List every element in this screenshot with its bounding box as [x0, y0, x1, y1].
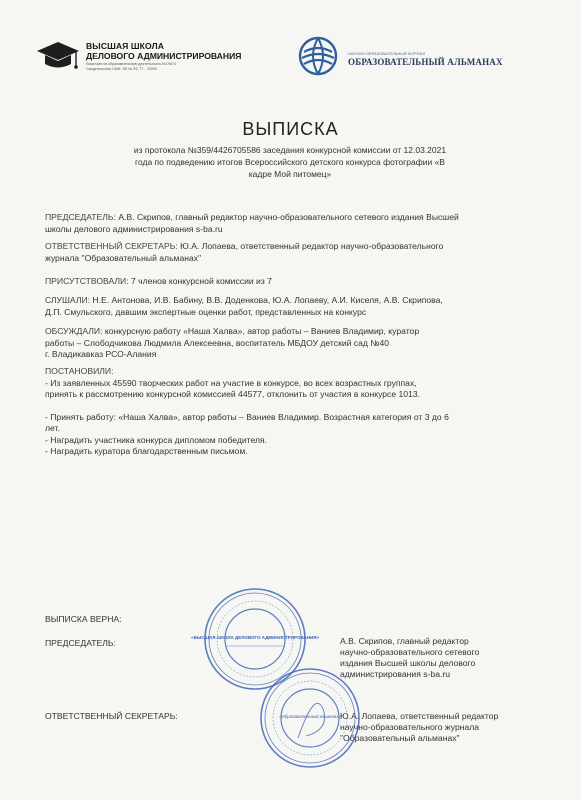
- subtitle-line: из протокола №359/4426705586 заседания конкурсной комиссии от 12.03.2021: [133, 145, 447, 155]
- heard-label: СЛУШАЛИ:: [45, 295, 91, 305]
- present-paragraph: [45, 276, 535, 288]
- heard-text: Н.Е. Антонова, И.В. Бабину, В.В. Доденкова, Ю.А. Лопаеву, А.И. Киселя, А.В. Скрипова,: [90, 295, 443, 305]
- almanac-logo: [298, 36, 528, 86]
- resolved-paragraph: [45, 366, 535, 458]
- resolved-item: лет.: [45, 423, 60, 433]
- doc-subtitle: [80, 144, 500, 180]
- secretary-text: Ю.А. Лопаева, ответственный редактор научно-образовательного: [177, 241, 444, 251]
- subtitle-line: кадре Мой питомец»: [248, 169, 332, 179]
- graduation-cap-icon: [36, 40, 80, 74]
- verified-label: ВЫПИСКА ВЕРНА:: [45, 614, 122, 624]
- logo-line1: ВЫСШАЯ ШКОЛА: [86, 41, 165, 51]
- chair-label: ПРЕДСЕДАТЕЛЬ:: [45, 212, 116, 222]
- certificate-text: Свидетельство СМИ: ЭЛ № ФС 77 - 70095: [86, 67, 157, 71]
- footer-chair-line: научно-образовательного сетевого: [340, 647, 480, 657]
- resolved-item: - Наградить участника конкурса дипломом победителя.: [45, 434, 268, 445]
- footer-secretary-text: [340, 711, 498, 744]
- resolved-item: принять к рассмотрению конкурсной комиссией 44577, отклонить от участия в конкурсе 1013.: [45, 389, 421, 399]
- stamp2-center-text: «Образовательный альманах»: [279, 714, 341, 719]
- footer-chair-line: администрирования s-ba.ru: [340, 669, 451, 679]
- resolved-item: - Принять работу: «Наша Халва», автор работы – Ваниев Владимир. Возрастная категория от 3 до 6: [45, 411, 449, 422]
- stamp1-center-text: «ВЫСШАЯ ШКОЛА ДЕЛОВОГО АДМИНИСТРИРОВАНИЯ»: [191, 635, 319, 640]
- resolved-item: - Наградить куратора благодарственным письмом.: [45, 446, 248, 456]
- chair-paragraph: [45, 212, 535, 235]
- footer-secretary-line: "Образовательный альманах": [340, 733, 460, 743]
- footer-chair-line: А.В. Скрипов, главный редактор: [340, 636, 469, 646]
- discussed-label: ОБСУЖДАЛИ:: [45, 326, 103, 336]
- globe-icon: [298, 36, 338, 76]
- discussed-text: конкурсную работу «Наша Халва», автор работы – Ваниев Владимир, куратор: [102, 326, 420, 336]
- doc-title: ВЫПИСКА: [242, 119, 339, 139]
- journal-name: ОБРАЗОВАТЕЛЬНЫЙ АЛЬМАНАХ: [348, 57, 503, 67]
- resolved-label: ПОСТАНОВИЛИ:: [45, 366, 114, 376]
- logo-line2: ДЕЛОВОГО АДМИНИСТРИРОВАНИЯ: [86, 51, 242, 61]
- discussed-text: работы – Слободчикова Людмила Алексеевна, воспитатель МБДОУ детский сад №40: [45, 337, 390, 348]
- secretary-paragraph: [45, 241, 535, 264]
- secretary-label: ОТВЕТСТВЕННЫЙ СЕКРЕТАРЬ:: [45, 241, 178, 251]
- journal-caption: НАУЧНО-ОБРАЗОВАТЕЛЬНЫЙ ЖУРНАЛ: [348, 51, 426, 56]
- footer-secretary-line: Ю.А. Лопаева, ответственный редактор: [340, 711, 499, 721]
- chair-text: А.В. Скрипов, главный редактор научно-образовательного сетевого издания Высшей: [115, 212, 459, 222]
- vshda-logo: [36, 38, 246, 88]
- license-text: Лицензия на образовательную деятельность №19674: [86, 62, 176, 66]
- heard-paragraph: [45, 295, 535, 318]
- resolved-item: - Из заявленных 45590 творческих работ на участие в конкурсе, во всех возрастных группах,: [45, 377, 417, 388]
- discussed-paragraph: [45, 326, 535, 361]
- subtitle-line: года по подведению итогов Всероссийского детского конкурса фотографии «В: [135, 157, 445, 167]
- heard-text: Д.П. Смульского, давшим экспертные оценки работ, представленных на конкурс: [45, 306, 367, 317]
- secretary-text: журнала "Образовательный альманах": [45, 252, 202, 263]
- footer-secretary-label: ОТВЕТСТВЕННЫЙ СЕКРЕТАРЬ:: [45, 711, 178, 721]
- discussed-text: г. Владикавказ РСО-Алания: [45, 349, 157, 359]
- present-text: 7 членов конкурсной комиссии из 7: [128, 276, 272, 286]
- present-label: ПРИСУТСТВОВАЛИ:: [45, 276, 129, 286]
- almanac-stamp: [258, 666, 362, 770]
- chair-text: школы делового администрирования s-ba.ru: [45, 223, 223, 234]
- footer-chair-label: ПРЕДСЕДАТЕЛЬ:: [45, 638, 116, 648]
- footer-chair-line: издания Высшей школы делового: [340, 658, 476, 668]
- footer-secretary-line: научно-образовательного журнала: [340, 722, 480, 732]
